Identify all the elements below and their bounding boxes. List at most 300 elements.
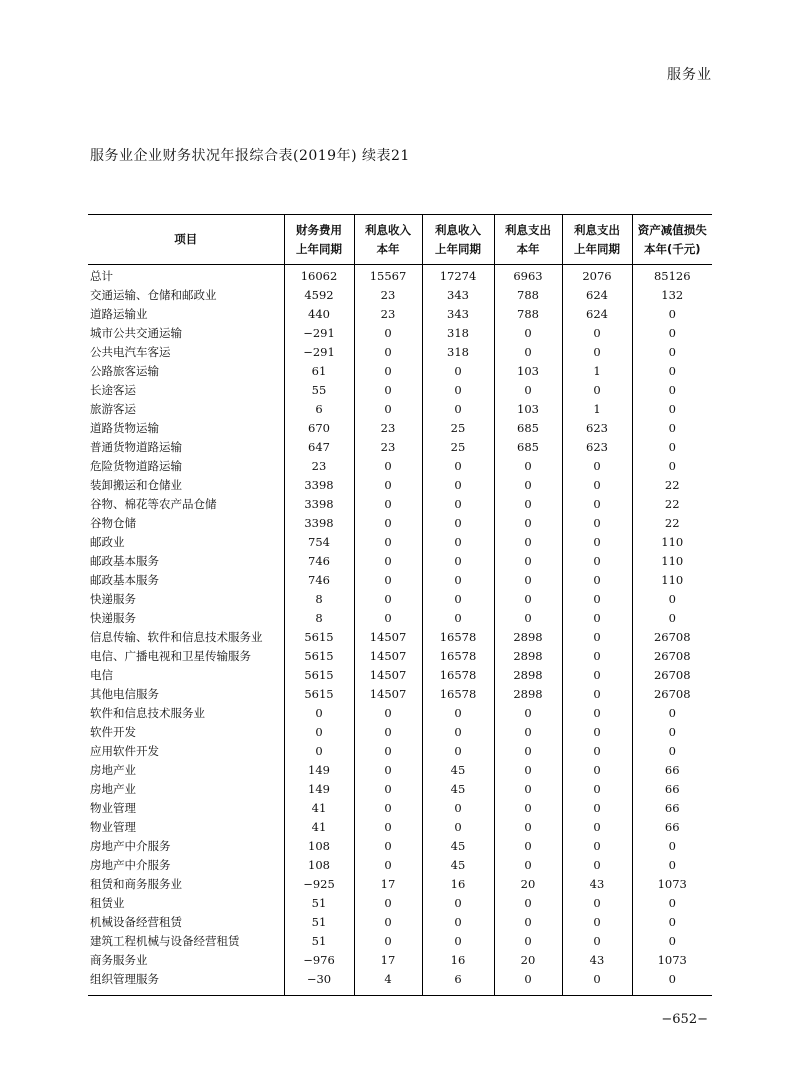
- row-label: 物业管理: [90, 801, 136, 815]
- table-cell: 343: [422, 286, 494, 305]
- column-header: [632, 215, 712, 265]
- table-cell: 6963: [494, 265, 562, 287]
- table-cell: 0: [354, 609, 422, 628]
- column-header-line1: 利息支出: [505, 222, 551, 237]
- row-label: 商务服务业: [90, 953, 148, 967]
- table-cell: −291: [284, 343, 354, 362]
- table-cell: 22: [632, 514, 712, 533]
- table-cell: 61: [284, 362, 354, 381]
- table-cell: 14507: [354, 685, 422, 704]
- table-cell: 0: [354, 913, 422, 932]
- column-header: [422, 215, 494, 265]
- table-cell: 0: [354, 362, 422, 381]
- table-cell: 66: [632, 799, 712, 818]
- column-header-line2: 上年同期: [435, 241, 481, 256]
- table-row: [88, 837, 712, 856]
- row-label: 交通运输、仓储和邮政业: [90, 288, 217, 302]
- table-cell: 0: [562, 856, 632, 875]
- table-cell: 0: [562, 552, 632, 571]
- table-cell: 0: [632, 362, 712, 381]
- table-cell: 3398: [284, 495, 354, 514]
- table-cell: 14507: [354, 666, 422, 685]
- table-cell: −925: [284, 875, 354, 894]
- column-header-line1: 项目: [174, 232, 198, 246]
- table-cell: 0: [422, 894, 494, 913]
- table-cell: 0: [494, 704, 562, 723]
- table-cell: 43: [562, 951, 632, 970]
- table-cell: 0: [632, 913, 712, 932]
- table-cell: 0: [632, 609, 712, 628]
- table-cell: 0: [422, 457, 494, 476]
- table-cell: 0: [354, 723, 422, 742]
- table-cell: 0: [494, 856, 562, 875]
- table-cell: 3398: [284, 514, 354, 533]
- column-header: [562, 215, 632, 265]
- table-cell: 0: [632, 894, 712, 913]
- table-cell: 0: [562, 628, 632, 647]
- table-cell: 132: [632, 286, 712, 305]
- table-cell: 26708: [632, 628, 712, 647]
- table-cell: 66: [632, 780, 712, 799]
- row-label: 组织管理服务: [88, 970, 284, 996]
- table-cell: 440: [284, 305, 354, 324]
- table-cell: 0: [494, 571, 562, 590]
- table-cell: 0: [562, 780, 632, 799]
- table-cell: 0: [632, 742, 712, 761]
- table-cell: 746: [284, 571, 354, 590]
- table-cell: 0: [422, 514, 494, 533]
- table-body: [88, 265, 712, 996]
- row-label: 长途客运: [90, 383, 136, 397]
- table-cell: 0: [494, 894, 562, 913]
- table-cell: 41: [284, 818, 354, 837]
- table-cell: 66: [632, 818, 712, 837]
- table-cell: 1: [562, 362, 632, 381]
- row-label: 谷物仓储: [90, 516, 136, 530]
- table-cell: 16062: [284, 265, 354, 287]
- table-cell: 17: [354, 875, 422, 894]
- table-cell: 0: [562, 761, 632, 780]
- table-cell: 0: [494, 514, 562, 533]
- table-row: [88, 457, 712, 476]
- table-row: [88, 780, 712, 799]
- table-cell: 0: [632, 856, 712, 875]
- table-cell: 0: [494, 761, 562, 780]
- table-cell: 0: [354, 799, 422, 818]
- table-cell: 318: [422, 343, 494, 362]
- table-cell: 0: [422, 818, 494, 837]
- table-cell: 8: [284, 590, 354, 609]
- table-cell: 6: [422, 970, 494, 996]
- table-cell: 0: [284, 723, 354, 742]
- table-cell: 1073: [632, 875, 712, 894]
- table-cell: 0: [494, 742, 562, 761]
- table-cell: 0: [562, 742, 632, 761]
- table-cell: 624: [562, 305, 632, 324]
- table-row: [88, 419, 712, 438]
- column-header-line1: 财务费用: [296, 222, 342, 237]
- row-label: 旅游客运: [90, 402, 136, 416]
- table-cell: 45: [422, 780, 494, 799]
- table-cell: 16: [422, 875, 494, 894]
- table-cell: 14507: [354, 647, 422, 666]
- row-label: 建筑工程机械与设备经营租赁: [90, 934, 240, 948]
- table-cell: 0: [632, 723, 712, 742]
- column-header: [354, 215, 422, 265]
- row-label: 物业管理: [90, 820, 136, 834]
- table-cell: 5615: [284, 666, 354, 685]
- table-cell: 25: [422, 438, 494, 457]
- row-label: 邮政基本服务: [90, 554, 159, 568]
- table-cell: 108: [284, 856, 354, 875]
- page-number: −652−: [661, 1012, 708, 1027]
- table-cell: 17: [354, 951, 422, 970]
- table-cell: 16578: [422, 666, 494, 685]
- table-cell: 51: [284, 932, 354, 951]
- table-cell: 26708: [632, 685, 712, 704]
- table-cell: 8: [284, 609, 354, 628]
- table-cell: 685: [494, 419, 562, 438]
- row-label: 道路运输业: [90, 307, 148, 321]
- table-row: [88, 514, 712, 533]
- table-cell: 5615: [284, 628, 354, 647]
- table-cell: 22: [632, 476, 712, 495]
- table-cell: 0: [354, 704, 422, 723]
- table-cell: 103: [494, 362, 562, 381]
- table-cell: 685: [494, 438, 562, 457]
- table-cell: 0: [632, 932, 712, 951]
- column-header-line2: 本年(千元): [643, 241, 701, 256]
- table-cell: 788: [494, 286, 562, 305]
- table-cell: 0: [632, 704, 712, 723]
- table-cell: 0: [494, 723, 562, 742]
- table-cell: 14507: [354, 628, 422, 647]
- table-cell: 0: [422, 495, 494, 514]
- table-cell: 0: [562, 932, 632, 951]
- table-cell: 66: [632, 761, 712, 780]
- table-cell: 0: [354, 818, 422, 837]
- table-row: [88, 951, 712, 970]
- row-label: 应用软件开发: [90, 744, 159, 758]
- table-row: [88, 324, 712, 343]
- row-label: 道路货物运输: [90, 421, 159, 435]
- table-cell: 0: [354, 495, 422, 514]
- table-row: [88, 647, 712, 666]
- table-cell: 20: [494, 875, 562, 894]
- table-cell: 26708: [632, 647, 712, 666]
- row-label: 软件和信息技术服务业: [90, 706, 205, 720]
- row-label: 谷物、棉花等农产品仓储: [90, 497, 217, 511]
- column-header-line2: 上年同期: [574, 241, 620, 256]
- table-cell: 0: [562, 894, 632, 913]
- table-cell: 51: [284, 894, 354, 913]
- table-cell: 0: [422, 932, 494, 951]
- table-cell: 1: [562, 400, 632, 419]
- table-cell: 647: [284, 438, 354, 457]
- table-cell: 149: [284, 780, 354, 799]
- financial-table: [88, 214, 712, 996]
- table-cell: 0: [494, 913, 562, 932]
- row-label: 危险货物道路运输: [90, 459, 182, 473]
- table-cell: 0: [562, 343, 632, 362]
- table-cell: 2898: [494, 685, 562, 704]
- table-cell: 0: [284, 742, 354, 761]
- table-cell: 0: [354, 571, 422, 590]
- table-cell: 0: [422, 381, 494, 400]
- row-label: 电信: [90, 668, 113, 682]
- table-cell: 0: [422, 799, 494, 818]
- table-row: [88, 856, 712, 875]
- table-cell: 0: [562, 476, 632, 495]
- table-cell: 5615: [284, 647, 354, 666]
- table-cell: 0: [562, 495, 632, 514]
- row-label: 公路旅客运输: [90, 364, 159, 378]
- table-row: [88, 628, 712, 647]
- column-header-line2: 本年: [516, 241, 540, 256]
- table-cell: 0: [494, 932, 562, 951]
- table-cell: 0: [354, 533, 422, 552]
- table-cell: 0: [632, 438, 712, 457]
- row-label: 城市公共交通运输: [90, 326, 182, 340]
- table-cell: −291: [284, 324, 354, 343]
- table-cell: 0: [632, 457, 712, 476]
- table-cell: 110: [632, 533, 712, 552]
- table-cell: 0: [422, 552, 494, 571]
- table-cell: 0: [562, 666, 632, 685]
- column-header-line1: 利息收入: [435, 222, 481, 237]
- table-cell: 0: [562, 590, 632, 609]
- table-cell: 110: [632, 571, 712, 590]
- table-cell: 0: [562, 381, 632, 400]
- table-cell: 318: [422, 324, 494, 343]
- table-cell: 0: [562, 818, 632, 837]
- table-cell: 0: [494, 457, 562, 476]
- table-cell: 23: [354, 305, 422, 324]
- table-cell: 0: [354, 400, 422, 419]
- row-label: 装卸搬运和仓储业: [90, 478, 182, 492]
- table-cell: 0: [632, 343, 712, 362]
- table-cell: −30: [284, 970, 354, 996]
- table-cell: 0: [354, 780, 422, 799]
- table-cell: 20: [494, 951, 562, 970]
- table-cell: 0: [422, 590, 494, 609]
- table-cell: 0: [562, 514, 632, 533]
- table-row: [88, 894, 712, 913]
- table-cell: 0: [562, 723, 632, 742]
- table-cell: 2898: [494, 647, 562, 666]
- table-cell: 1073: [632, 951, 712, 970]
- table-cell: 0: [494, 590, 562, 609]
- table-cell: 0: [354, 932, 422, 951]
- header-row: [88, 215, 712, 265]
- column-header: [284, 215, 354, 265]
- table-cell: 23: [354, 419, 422, 438]
- table-cell: 0: [354, 552, 422, 571]
- row-label: 总计: [90, 269, 113, 283]
- table-cell: 0: [494, 818, 562, 837]
- table-cell: 0: [494, 381, 562, 400]
- column-header-line2: 上年同期: [296, 241, 342, 256]
- table-cell: 0: [562, 685, 632, 704]
- table-cell: 0: [494, 552, 562, 571]
- table-cell: 0: [632, 381, 712, 400]
- table-cell: 22: [632, 495, 712, 514]
- table-cell: 0: [494, 533, 562, 552]
- table-cell: 0: [422, 742, 494, 761]
- row-label: 房地产业: [90, 782, 136, 796]
- table-row: [88, 685, 712, 704]
- table-cell: 0: [422, 609, 494, 628]
- table-row: [88, 799, 712, 818]
- column-header: [88, 215, 284, 265]
- table-row: [88, 571, 712, 590]
- table-cell: 788: [494, 305, 562, 324]
- table-row: [88, 381, 712, 400]
- table-cell: 0: [494, 324, 562, 343]
- table-cell: 0: [494, 476, 562, 495]
- table-cell: 0: [354, 457, 422, 476]
- table-cell: 0: [494, 609, 562, 628]
- table-row: [88, 438, 712, 457]
- table-cell: 0: [422, 571, 494, 590]
- table-cell: 0: [354, 742, 422, 761]
- table-row: [88, 590, 712, 609]
- table-cell: 5615: [284, 685, 354, 704]
- row-label: 租赁业: [90, 896, 125, 910]
- table-cell: 0: [562, 533, 632, 552]
- table-cell: 3398: [284, 476, 354, 495]
- table-cell: 0: [632, 837, 712, 856]
- table-cell: 0: [494, 343, 562, 362]
- table-row: [88, 495, 712, 514]
- financial-table-container: [88, 214, 712, 996]
- table-row: [88, 362, 712, 381]
- table-cell: 43: [562, 875, 632, 894]
- table-row: [88, 761, 712, 780]
- table-cell: 0: [354, 324, 422, 343]
- column-header: [494, 215, 562, 265]
- table-cell: 0: [562, 647, 632, 666]
- table-cell: 670: [284, 419, 354, 438]
- table-cell: 108: [284, 837, 354, 856]
- row-label: 房地产中介服务: [90, 858, 171, 872]
- table-cell: 0: [562, 704, 632, 723]
- row-label: 房地产业: [90, 763, 136, 777]
- row-label: 房地产中介服务: [90, 839, 171, 853]
- table-cell: 103: [494, 400, 562, 419]
- table-cell: 0: [494, 837, 562, 856]
- column-header-line1: 利息收入: [365, 222, 411, 237]
- table-title: 服务业企业财务状况年报综合表(2019年) 续表21: [90, 148, 410, 164]
- table-row: [88, 286, 712, 305]
- table-cell: 23: [284, 457, 354, 476]
- table-cell: 2898: [494, 666, 562, 685]
- table-row: [88, 704, 712, 723]
- table-cell: 0: [354, 343, 422, 362]
- table-header: [88, 215, 712, 265]
- table-cell: 624: [562, 286, 632, 305]
- table-cell: 0: [354, 514, 422, 533]
- table-cell: 0: [354, 761, 422, 780]
- table-cell: 0: [632, 419, 712, 438]
- table-cell: 0: [562, 324, 632, 343]
- table-cell: 0: [422, 723, 494, 742]
- column-header-line1: 利息支出: [574, 222, 620, 237]
- table-cell: 16578: [422, 647, 494, 666]
- table-cell: 0: [632, 590, 712, 609]
- table-cell: 16578: [422, 628, 494, 647]
- table-cell: 0: [354, 856, 422, 875]
- table-row: [88, 305, 712, 324]
- column-header-line2: 本年: [376, 241, 400, 256]
- table-cell: 0: [494, 970, 562, 996]
- table-cell: 23: [354, 286, 422, 305]
- table-row: [88, 666, 712, 685]
- table-row: [88, 723, 712, 742]
- table-cell: 4: [354, 970, 422, 996]
- row-label: 机械设备经营租赁: [90, 915, 182, 929]
- table-cell: 16578: [422, 685, 494, 704]
- row-label: 电信、广播电视和卫星传输服务: [90, 649, 251, 663]
- table-row: [88, 552, 712, 571]
- table-cell: 23: [354, 438, 422, 457]
- table-cell: 0: [494, 780, 562, 799]
- table-cell: 45: [422, 856, 494, 875]
- table-row: [88, 400, 712, 419]
- table-cell: 6: [284, 400, 354, 419]
- table-cell: 45: [422, 837, 494, 856]
- table-cell: 746: [284, 552, 354, 571]
- table-cell: 85126: [632, 265, 712, 287]
- table-cell: 26708: [632, 666, 712, 685]
- table-row: [88, 913, 712, 932]
- table-cell: 0: [422, 704, 494, 723]
- row-label: 公共电汽车客运: [90, 345, 171, 359]
- table-cell: 0: [562, 609, 632, 628]
- table-cell: 45: [422, 761, 494, 780]
- row-label: 租赁和商务服务业: [90, 877, 182, 891]
- table-cell: 0: [632, 324, 712, 343]
- table-cell: 623: [562, 438, 632, 457]
- table-row: [88, 265, 712, 287]
- table-row: [88, 970, 712, 996]
- table-cell: 0: [422, 362, 494, 381]
- row-label: 邮政业: [90, 535, 125, 549]
- table-cell: 110: [632, 552, 712, 571]
- table-cell: 0: [562, 457, 632, 476]
- table-row: [88, 742, 712, 761]
- table-cell: 51: [284, 913, 354, 932]
- table-cell: −976: [284, 951, 354, 970]
- table-row: [88, 343, 712, 362]
- table-cell: 0: [422, 476, 494, 495]
- row-label: 快递服务: [90, 611, 136, 625]
- table-cell: 0: [562, 913, 632, 932]
- table-cell: 0: [284, 704, 354, 723]
- table-row: [88, 875, 712, 894]
- table-cell: 149: [284, 761, 354, 780]
- table-cell: 0: [354, 590, 422, 609]
- table-row: [88, 609, 712, 628]
- table-cell: 0: [562, 837, 632, 856]
- table-cell: 343: [422, 305, 494, 324]
- table-cell: 0: [354, 476, 422, 495]
- table-cell: 0: [422, 400, 494, 419]
- table-cell: 0: [562, 970, 632, 996]
- column-header-line1: 资产减值损失: [637, 222, 707, 237]
- table-row: [88, 476, 712, 495]
- table-cell: 4592: [284, 286, 354, 305]
